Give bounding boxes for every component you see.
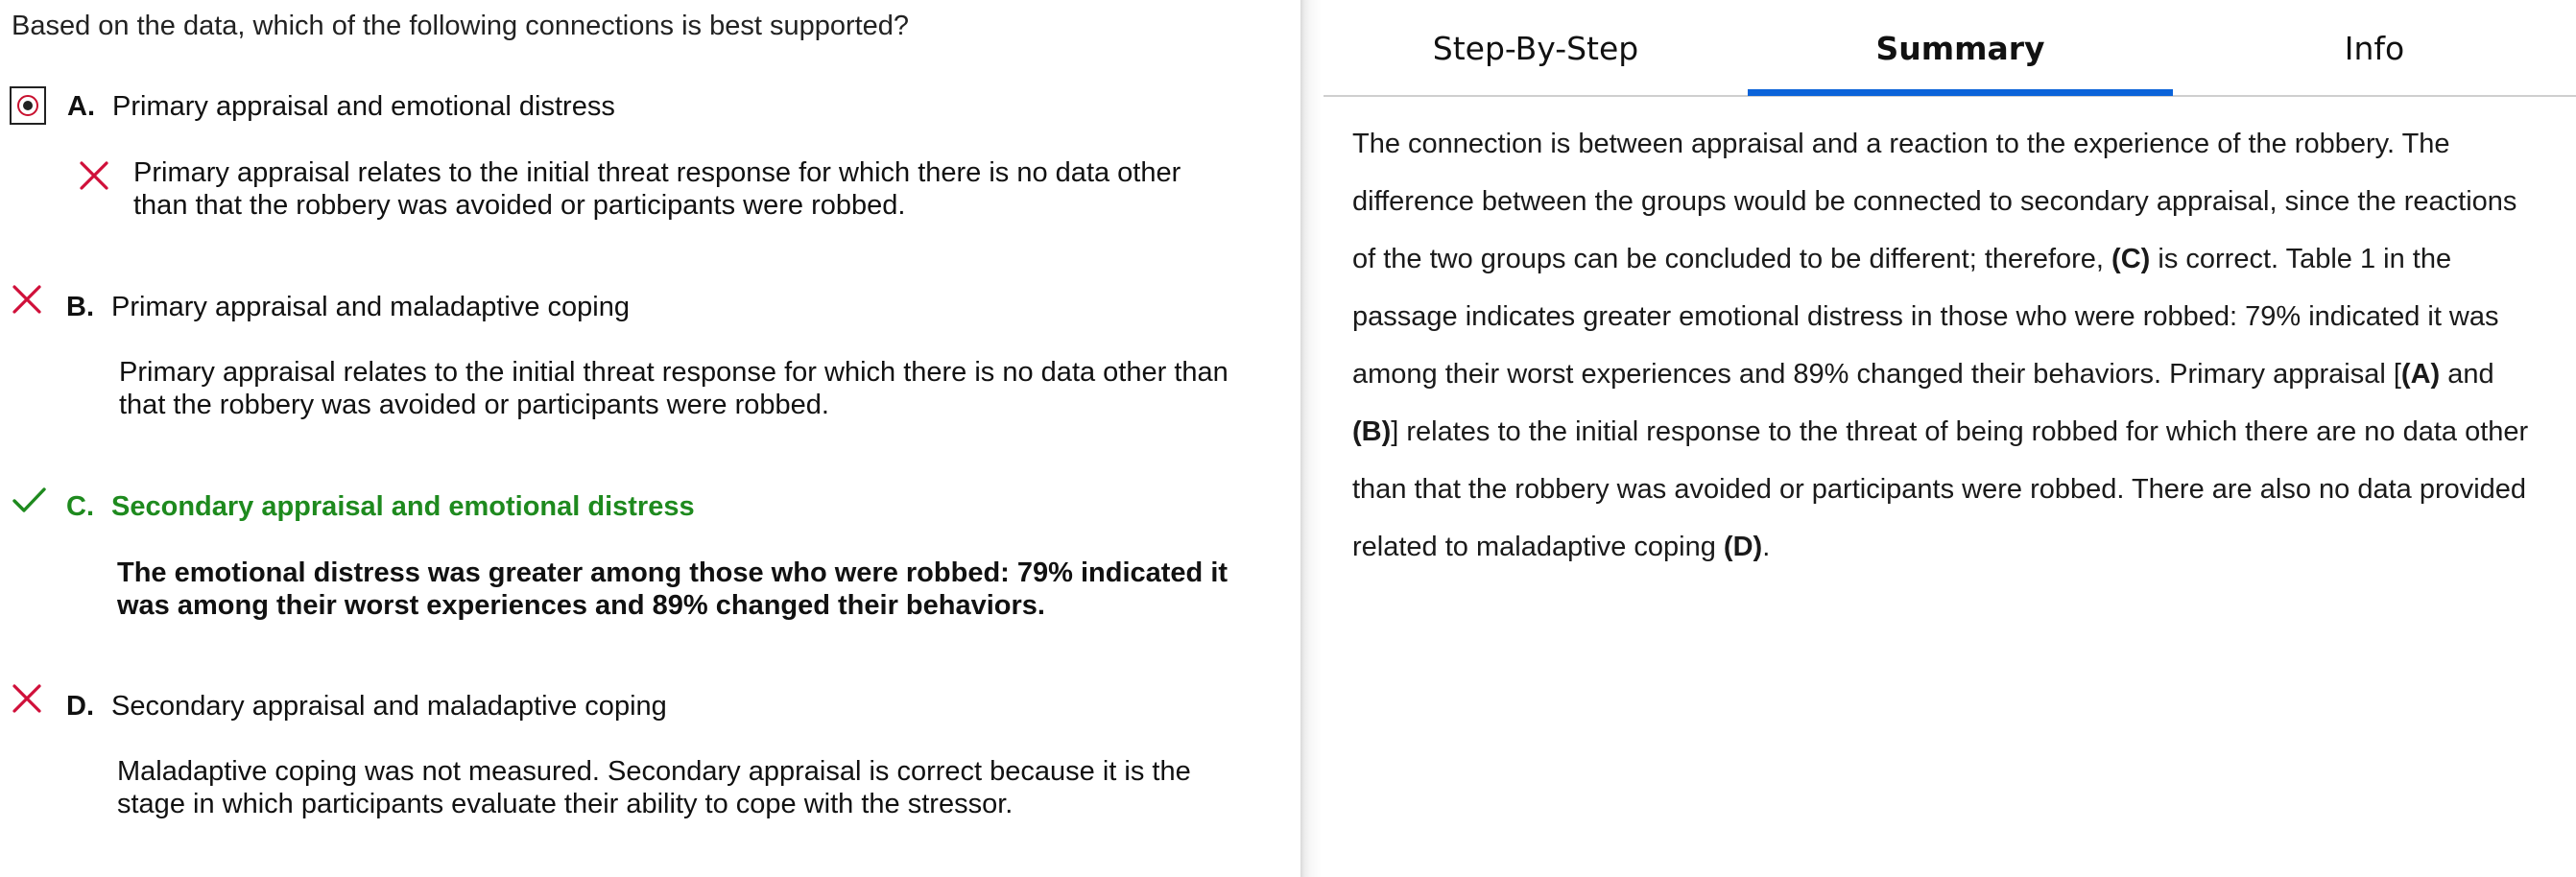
choice-c-explanation: The emotional distress was greater among those who were robbed: 79% indicated it was among their worst experiences and 89% changed their behaviors. bbox=[117, 557, 1228, 621]
tab-step-by-step[interactable]: Step-By-Step bbox=[1432, 29, 1639, 67]
choice-b[interactable] bbox=[66, 292, 630, 323]
choice-c[interactable] bbox=[66, 491, 695, 523]
choice-a-explanation: Primary appraisal relates to the initial threat response for which there is no data other than that the robbery was avoided or participants were robbed. bbox=[133, 157, 1181, 221]
summary-line: among their worst experiences and 89% changed their behaviors. Primary appraisal [(A) and bbox=[1352, 359, 2494, 390]
summary-line: of the two groups can be concluded to be different; therefore, (C) is correct. Table 1 in the bbox=[1352, 244, 2452, 274]
choice-a-text: Primary appraisal and emotional distress bbox=[112, 91, 615, 122]
choice-c-letter: C. bbox=[66, 491, 94, 522]
choice-a-radio[interactable] bbox=[10, 86, 46, 125]
tab-info[interactable]: Info bbox=[2344, 29, 2405, 67]
choice-d-text: Secondary appraisal and maladaptive coping bbox=[111, 691, 667, 722]
check-mark-icon bbox=[12, 483, 46, 517]
pane-divider bbox=[1300, 0, 1324, 877]
tab-bar bbox=[1324, 0, 2576, 96]
x-mark-icon bbox=[77, 158, 111, 193]
answer-reference: (C) bbox=[2111, 244, 2151, 274]
active-tab-indicator bbox=[1748, 89, 2173, 96]
question-stem: Based on the data, which of the following connections is best supported? bbox=[12, 11, 910, 41]
x-mark-icon bbox=[10, 282, 44, 317]
summary-line: passage indicates greater emotional distress in those who were robbed: 79% indicated it was bbox=[1352, 301, 2499, 332]
radio-selected-icon bbox=[17, 95, 38, 116]
choice-c-text: Secondary appraisal and emotional distress bbox=[111, 491, 695, 522]
summary-line: difference between the groups would be connected to secondary appraisal, since the reactions bbox=[1352, 186, 2517, 217]
choice-b-explanation: Primary appraisal relates to the initial threat response for which there is no data other than that the robbery was avoided or participants were robbed. bbox=[119, 357, 1228, 420]
answer-reference: (D) bbox=[1723, 532, 1763, 562]
x-mark-icon bbox=[10, 681, 44, 716]
summary-text bbox=[1352, 115, 2571, 576]
choice-d[interactable] bbox=[66, 691, 667, 723]
summary-line: than that the robbery was avoided or participants were robbed. There are also no data provided bbox=[1352, 474, 2527, 505]
answer-reference: (A) bbox=[2400, 359, 2441, 390]
tab-summary[interactable]: Summary bbox=[1875, 29, 2045, 67]
summary-line: related to maladaptive coping (D). bbox=[1352, 532, 1771, 562]
summary-line: The connection is between appraisal and a reaction to the experience of the robbery. The bbox=[1352, 129, 2450, 159]
answer-reference: (B) bbox=[1352, 416, 1392, 447]
choice-b-letter: B. bbox=[66, 292, 94, 322]
choice-a-letter: A. bbox=[67, 91, 95, 122]
choice-d-explanation: Maladaptive coping was not measured. Secondary appraisal is correct because it is the stage in which participants evaluate their ability to cope with the stressor. bbox=[117, 756, 1191, 819]
choice-a[interactable] bbox=[67, 91, 615, 123]
summary-line: (B)] relates to the initial response to the threat of being robbed for which there are no data other bbox=[1352, 416, 2529, 447]
explanation-pane bbox=[1324, 0, 2576, 877]
choice-d-letter: D. bbox=[66, 691, 94, 722]
choice-b-text: Primary appraisal and maladaptive coping bbox=[111, 292, 631, 322]
